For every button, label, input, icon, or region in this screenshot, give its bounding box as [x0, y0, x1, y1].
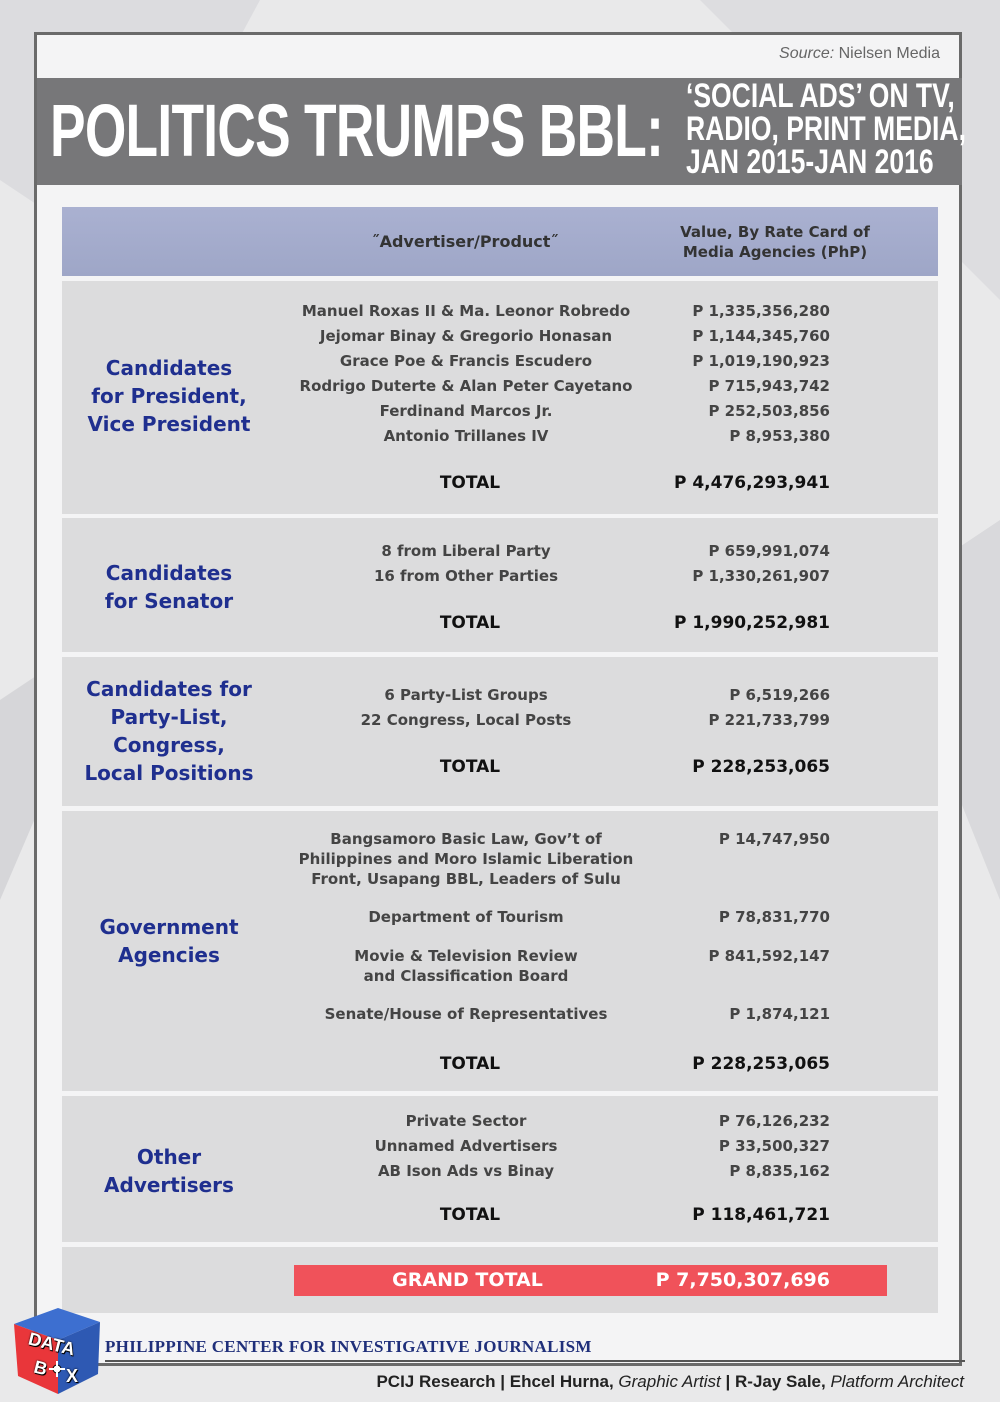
total-value: P 228,253,065	[692, 757, 830, 777]
item-name: Grace Poe & Francis Escudero	[339, 352, 593, 370]
source-label: Source:	[779, 45, 835, 62]
total-label: TOTAL	[439, 757, 501, 777]
subtitle-line: ‘SOCIAL ADS’ ON TV,	[686, 77, 955, 115]
item-value: P 14,747,950	[718, 830, 830, 848]
logo-text-b: B	[31, 1356, 50, 1380]
item-name: 16 from Other Parties	[373, 567, 559, 585]
source-note	[779, 45, 940, 63]
page-title: POLITICS TRUMPS BBL:	[50, 89, 664, 172]
item-value: P 1,874,121	[729, 1005, 830, 1023]
item-name: 22 Congress, Local Posts	[360, 711, 572, 729]
item-name	[290, 829, 642, 889]
grand-total-value: P 7,750,307,696	[655, 1269, 830, 1291]
column-header-value	[650, 222, 900, 262]
item-name: Antonio Trillanes IV	[383, 427, 549, 445]
item-value: P 1,330,261,907	[692, 567, 830, 585]
category-line: Congress,	[113, 733, 225, 757]
total-value: P 4,476,293,941	[673, 473, 830, 493]
total-label: TOTAL	[439, 1205, 501, 1225]
category-line: Candidates	[105, 356, 233, 380]
item-name: 6 Party-List Groups	[384, 686, 548, 704]
item-name: Jejomar Binay & Gregorio Honasan	[319, 327, 613, 345]
category-label	[62, 559, 276, 615]
item-name	[290, 946, 642, 986]
item-value: P 1,335,356,280	[692, 302, 830, 320]
credit-separator: |	[725, 1372, 731, 1391]
item-name: Manuel Roxas II & Ma. Leonor Robredo	[301, 302, 631, 320]
footer-divider	[105, 1360, 965, 1362]
item-name: Rodrigo Duterte & Alan Peter Cayetano	[299, 377, 633, 395]
category-line: Candidates for	[86, 677, 252, 701]
item-value: P 78,831,770	[718, 908, 830, 926]
credit-architect-role: Platform Architect	[830, 1372, 964, 1391]
category-line: Government	[99, 915, 239, 939]
item-value: P 33,500,327	[718, 1137, 830, 1155]
item-name: 8 from Liberal Party	[381, 542, 551, 560]
item-name: Department of Tourism	[368, 908, 564, 926]
organization-name: PHILIPPINE CENTER FOR INVESTIGATIVE JOURNALISM	[105, 1337, 592, 1356]
total-value: P 118,461,721	[692, 1205, 830, 1225]
item-value: P 659,991,074	[708, 542, 830, 560]
item-value: P 8,835,162	[729, 1162, 830, 1180]
category-line: Vice President	[87, 412, 251, 436]
category-line: Other	[136, 1145, 202, 1169]
item-name: AB Ison Ads vs Binay	[377, 1162, 555, 1180]
total-label: TOTAL	[439, 473, 501, 493]
category-label	[62, 1143, 276, 1199]
item-value: P 715,943,742	[708, 377, 830, 395]
source-value: Nielsen Media	[838, 45, 940, 62]
item-name: Senate/House of Representatives	[324, 1005, 608, 1023]
databox-logo	[8, 1300, 108, 1398]
item-value: P 6,519,266	[729, 686, 830, 704]
credit-architect-name: R-Jay Sale,	[735, 1372, 826, 1391]
category-line: Party-List,	[110, 705, 228, 729]
credit-artist-role: Graphic Artist	[618, 1372, 721, 1391]
item-value: P 221,733,799	[708, 711, 830, 729]
item-name: Private Sector	[405, 1112, 527, 1130]
credits-line	[376, 1372, 964, 1392]
total-label: TOTAL	[439, 1054, 501, 1074]
item-name-line: Front, Usapang BBL, Leaders of Sulu	[311, 870, 621, 888]
total-value: P 228,253,065	[692, 1054, 830, 1074]
item-value: P 252,503,856	[708, 402, 830, 420]
category-label	[62, 675, 276, 787]
page-subtitle	[686, 77, 966, 181]
logo-text-data: DATA	[26, 1328, 78, 1360]
total-value: P 1,990,252,981	[673, 613, 830, 633]
item-value: P 8,953,380	[729, 427, 830, 445]
category-line: Local Positions	[84, 761, 254, 785]
item-value: P 76,126,232	[718, 1112, 830, 1130]
category-line: Candidates	[105, 561, 233, 585]
column-header-advertiser: ˝Advertiser/Product˝	[371, 232, 559, 251]
item-name-line: Philippines and Moro Islamic Liberation	[298, 850, 634, 868]
credit-artist-name: Ehcel Hurna,	[509, 1372, 614, 1391]
category-label	[62, 913, 276, 969]
category-label	[62, 354, 276, 438]
item-name: Unnamed Advertisers	[374, 1137, 558, 1155]
column-header-value-line: Media Agencies (PhP)	[682, 243, 868, 261]
total-label: TOTAL	[439, 613, 501, 633]
column-header-value-line: Value, By Rate Card of	[680, 223, 870, 241]
credit-research: PCIJ Research	[376, 1372, 496, 1391]
logo-asterisk-icon	[48, 1360, 66, 1378]
item-value: P 1,019,190,923	[692, 352, 830, 370]
grand-total-label: GRAND TOTAL	[392, 1269, 543, 1291]
item-value: P 1,144,345,760	[692, 327, 830, 345]
category-line: Agencies	[118, 943, 220, 967]
item-name-line: Bangsamoro Basic Law, Gov’t of	[330, 830, 602, 848]
category-line: for President,	[91, 384, 247, 408]
logo-text-x: X	[66, 1366, 79, 1386]
category-line: Advertisers	[104, 1173, 234, 1197]
item-name-line: and Classification Board	[363, 967, 569, 985]
category-line: for Senator	[104, 589, 234, 613]
subtitle-line: RADIO, PRINT MEDIA,	[686, 110, 966, 148]
item-name: Ferdinand Marcos Jr.	[379, 402, 553, 420]
credit-separator: |	[500, 1372, 506, 1391]
subtitle-line: JAN 2015-JAN 2016	[686, 143, 934, 181]
item-value: P 841,592,147	[708, 947, 830, 965]
item-name-line: Movie & Television Review	[354, 947, 578, 965]
